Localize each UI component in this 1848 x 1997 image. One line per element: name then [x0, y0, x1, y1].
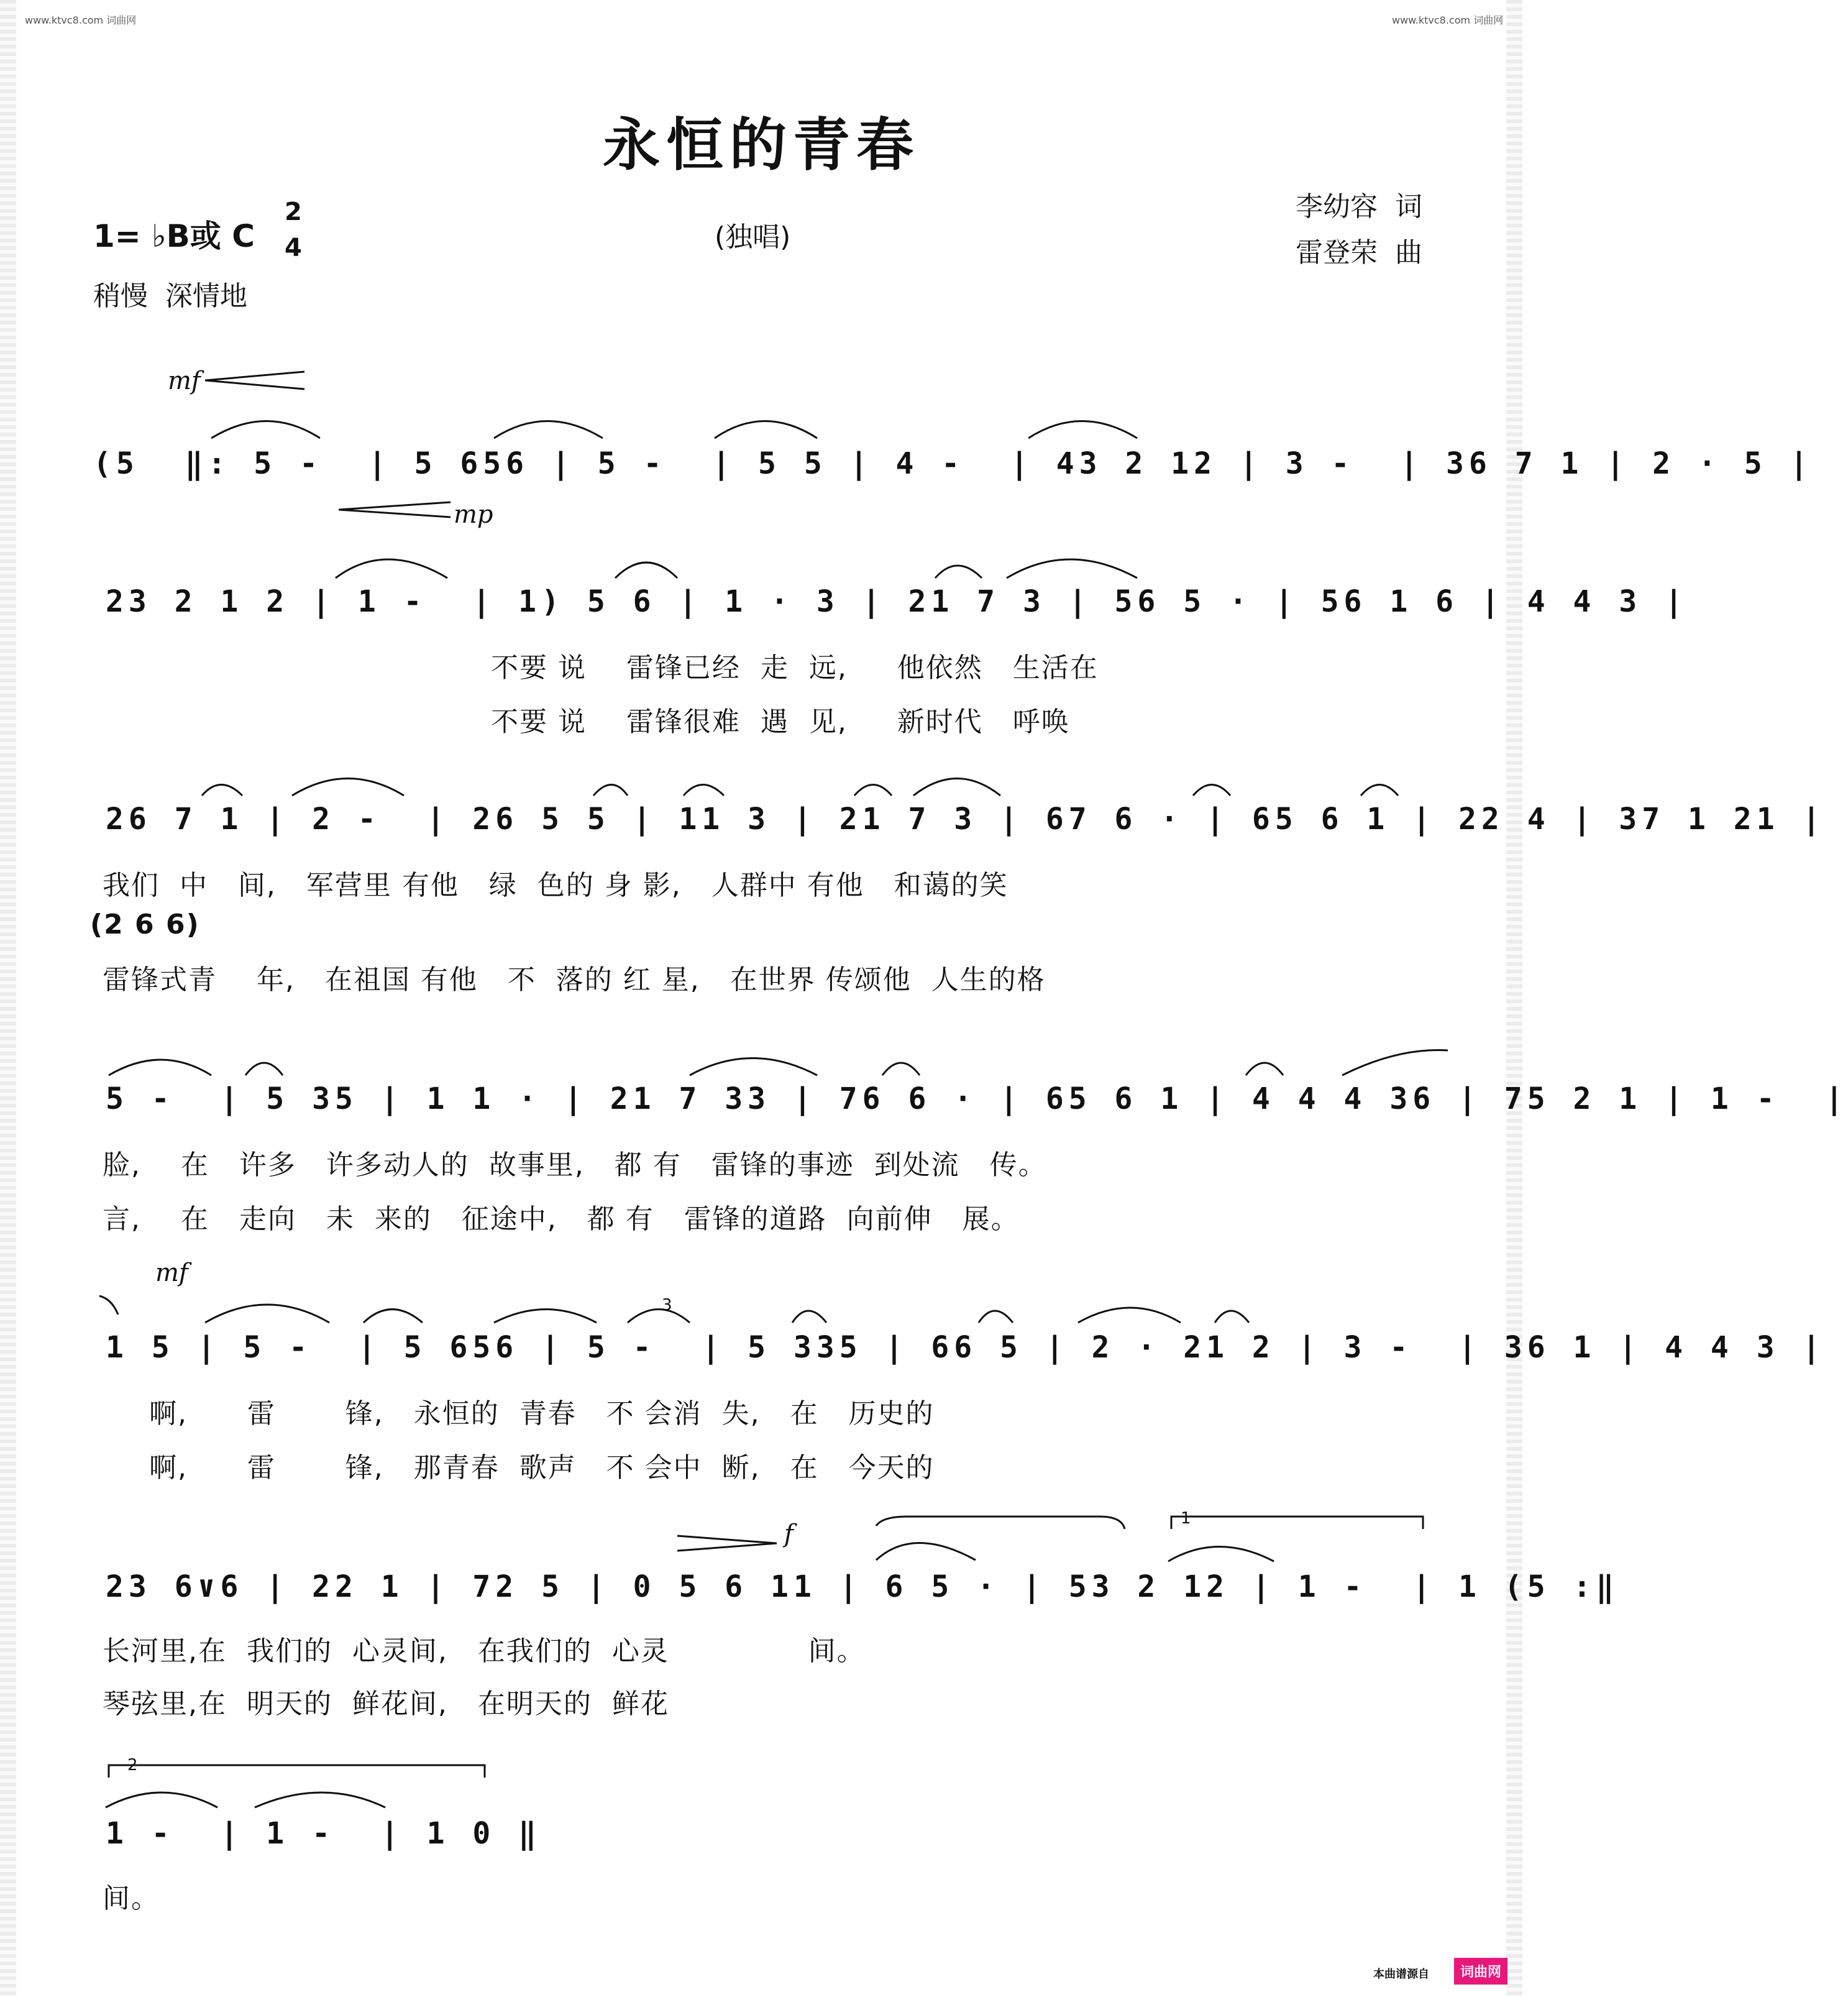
- lyrics-system-5-verse-1: 啊, 雷 锋, 永恒的 青春 不 会消 失, 在 历史的: [149, 1398, 935, 1430]
- notation-system-6: 23 6∨6 | 22 1 | 72 5 | 0 5 6 11 | 6 5 · | 53 2 12 | 1 - | 1 (5 :‖: [106, 1569, 1619, 1604]
- decorative-border-left: [0, 0, 16, 1997]
- lyricist-credit: 李幼容 词: [1296, 191, 1422, 223]
- volta-1-label: 1: [1181, 1509, 1191, 1528]
- time-signature-bottom: 4: [285, 234, 302, 262]
- top-right-watermark: www.ktvc8.com 词曲网: [1392, 14, 1504, 26]
- slur: [245, 1063, 283, 1075]
- slur: [979, 1311, 1013, 1323]
- slur: [935, 566, 982, 578]
- notation-system-2: 23 2 1 2 | 1 - | 1) 5 6 | 1 · 3 | 21 7 3 | 56 5 · | 56 1 6 | 4 4 3 |: [106, 584, 1688, 619]
- slur: [255, 1793, 385, 1807]
- slur: [684, 785, 724, 796]
- notation-system-5: 1 5 | 5 - | 5 656 | 5 - | 5 335 | 66 5 | 2 · 21 2 | 3 - | 36 1 | 4 4 3 |: [106, 1330, 1826, 1365]
- slur: [1193, 785, 1230, 796]
- notation-system-7: 1 - | 1 - | 1 0 ‖: [106, 1816, 542, 1851]
- lyrics-system-4-verse-2: 言, 在 走向 未 来的 征途中, 都 有 雷锋的道路 向前伸 展。: [103, 1203, 1020, 1235]
- slur: [1028, 421, 1137, 439]
- lyrics-system-5-verse-2: 啊, 雷 锋, 那青春 歌声 不 会中 断, 在 今天的: [149, 1452, 935, 1484]
- lyrics-system-6-verse-1: 长河里,在 我们的 心灵间, 在我们的 心灵 间。: [103, 1635, 866, 1667]
- slur: [1342, 1050, 1448, 1076]
- slur: [1078, 1308, 1181, 1323]
- slur: [690, 1058, 817, 1076]
- footer-source-label: 本曲谱源自: [1373, 1968, 1429, 1981]
- slur: [1361, 785, 1398, 796]
- slur: [106, 1793, 217, 1807]
- lyrics-system-4-verse-1: 脸, 在 许多 许多动人的 故事里, 都 有 雷锋的事迹 到处流 传。: [103, 1149, 1047, 1181]
- volta-2-bracket: [109, 1765, 485, 1778]
- slur: [1168, 1547, 1274, 1562]
- slur: [615, 562, 677, 578]
- dynamic-mp: mp: [454, 500, 493, 529]
- lyrics-system-2-verse-1: 不要 说 雷锋已经 走 远, 他依然 生活在: [491, 652, 1099, 684]
- time-signature-top: 2: [285, 198, 302, 226]
- slur: [1246, 1063, 1283, 1075]
- tempo-marking: 稍慢 深情地: [93, 280, 247, 312]
- notation-system-3: 26 7 1 | 2 - | 26 5 5 | 11 3 | 21 7 3 | 67 6 · | 65 6 1 | 22 4 | 37 1 21 |: [106, 802, 1826, 837]
- slur: [913, 779, 1000, 796]
- slur: [205, 1305, 329, 1323]
- slur: [109, 1060, 211, 1075]
- triplet-marker: 3: [662, 1296, 672, 1315]
- slur: [628, 1310, 690, 1323]
- slur: [364, 1310, 423, 1323]
- dynamic-mf-2: mf: [155, 1259, 188, 1287]
- pickup-notes-verse-2: (2 6 6): [90, 909, 200, 940]
- decorative-border-right: [1506, 0, 1522, 1997]
- slur: [882, 1063, 920, 1075]
- crescendo-hairpin-1: [205, 372, 304, 389]
- slur: [593, 785, 628, 796]
- notation-system-1: (5 ‖: 5 - | 5 656 | 5 - | 5 5 | 4 - | 43 2 12 | 3 - | 36 7 1 | 2 · 5 |: [93, 446, 1813, 481]
- lyrics-system-2-verse-2: 不要 说 雷锋很难 遇 见, 新时代 呼唤: [491, 706, 1070, 738]
- slur: [876, 1517, 1125, 1529]
- lyrics-system-3-verse-2: 雷锋式青 年, 在祖国 有他 不 落的 红 星, 在世界 传颂他 人生的格: [103, 964, 1046, 996]
- lyrics-system-7: 间。: [103, 1883, 160, 1914]
- slur: [854, 785, 892, 796]
- key-signature: 1= ♭B或 C: [93, 218, 255, 254]
- decrescendo-hairpin: [339, 502, 451, 517]
- slur: [202, 785, 242, 796]
- top-left-watermark: www.ktvc8.com 词曲网: [25, 14, 137, 26]
- slur: [336, 559, 447, 578]
- slur: [792, 1311, 826, 1323]
- slur: [494, 1310, 597, 1323]
- slur: [494, 421, 603, 439]
- page-title: 永恒的青春: [602, 112, 920, 178]
- dynamic-mf-1: mf: [168, 367, 201, 395]
- slur: [292, 779, 404, 796]
- volta-2-label: 2: [127, 1756, 138, 1774]
- slur: [1007, 559, 1137, 578]
- slur: [99, 1296, 118, 1315]
- notation-system-4: 5 - | 5 35 | 1 1 · | 21 7 33 | 76 6 · | 65 6 1 | 4 4 4 36 | 75 2 1 | 1 - |: [106, 1081, 1848, 1116]
- slur: [211, 421, 320, 439]
- lyrics-system-6-verse-2: 琴弦里,在 明天的 鲜花间, 在明天的 鲜花: [103, 1688, 669, 1720]
- composer-credit: 雷登荣 曲: [1296, 237, 1422, 269]
- slur: [876, 1543, 976, 1561]
- slur: [1215, 1311, 1249, 1323]
- lyrics-system-3-verse-1: 我们 中 间, 军营里 有他 绿 色的 身 影, 人群中 有他 和蔼的笑: [103, 870, 1009, 901]
- crescendo-hairpin-2: [677, 1536, 777, 1551]
- dynamic-f: f: [784, 1520, 794, 1548]
- performance-note: (独唱): [715, 221, 791, 253]
- slur: [715, 421, 817, 439]
- footer-site-badge: 词曲网: [1454, 1958, 1507, 1985]
- volta-1-bracket: [1171, 1517, 1423, 1529]
